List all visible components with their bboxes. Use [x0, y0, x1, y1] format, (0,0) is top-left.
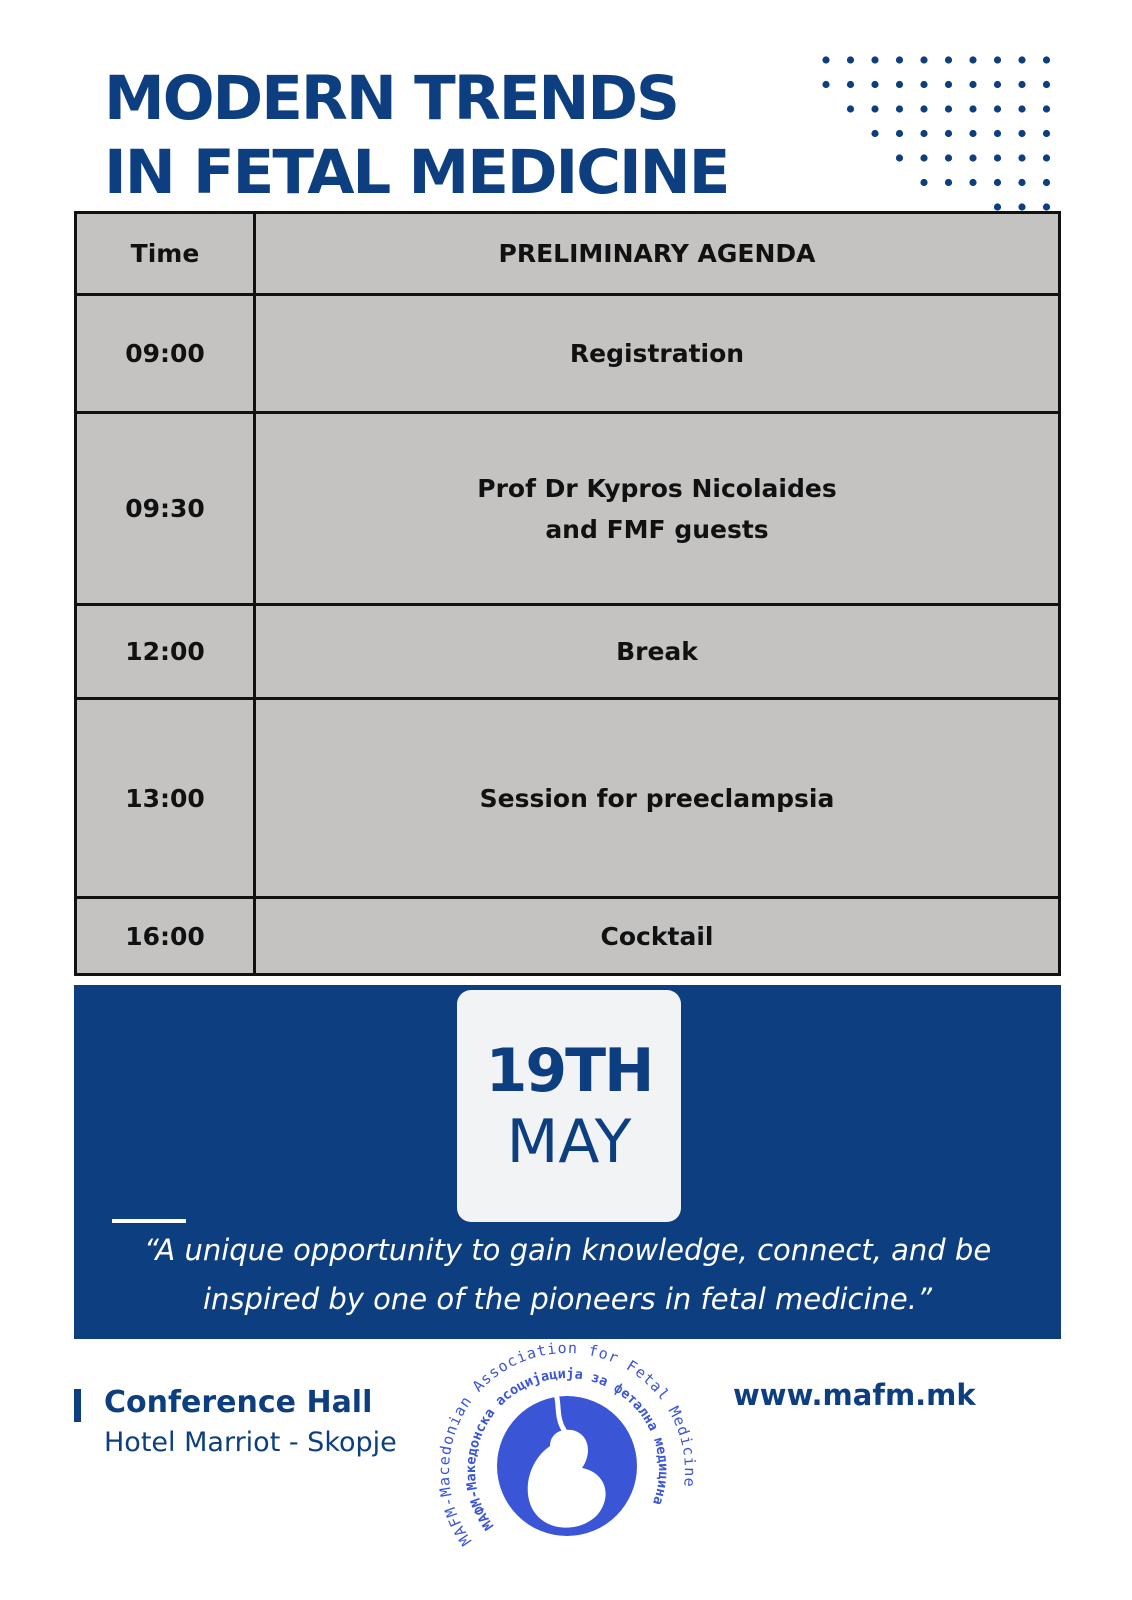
decorative-dot [994, 56, 1001, 63]
agenda-item-text: Prof Dr Kypros Nicolaides [477, 473, 837, 503]
decorative-dot [969, 179, 976, 186]
decorative-dot [847, 105, 854, 112]
decorative-dot [871, 105, 878, 112]
agenda-row [76, 699, 1060, 898]
decorative-dot [1043, 179, 1050, 186]
agenda-item-text: Break [616, 637, 698, 666]
decorative-dot [969, 81, 976, 88]
agenda-item [255, 699, 1060, 898]
agenda-table [74, 211, 1061, 976]
event-day: 19TH [485, 1036, 653, 1106]
agenda-item-text-line-2: and FMF guests [545, 514, 769, 544]
decorative-dot [896, 56, 903, 63]
agenda-time: 09:00 [76, 295, 255, 413]
page-title [104, 62, 728, 210]
decorative-dot [994, 203, 1001, 210]
decorative-dot [920, 154, 927, 161]
fetus-icon [497, 1388, 637, 1536]
decorative-dot [920, 81, 927, 88]
decorative-dot [847, 81, 854, 88]
website-link[interactable]: www.mafm.mk [733, 1378, 976, 1412]
time-column-header: Time [76, 213, 255, 295]
decorative-dot [871, 56, 878, 63]
decorative-dot [896, 81, 903, 88]
decorative-dot [945, 105, 952, 112]
agenda-item [255, 605, 1060, 699]
decorative-dot [994, 105, 1001, 112]
quote-divider [112, 1219, 186, 1223]
decorative-dot [994, 81, 1001, 88]
decorative-dot [896, 154, 903, 161]
decorative-dot [1043, 203, 1050, 210]
decorative-dot [969, 154, 976, 161]
decorative-dot [994, 154, 1001, 161]
agenda-item-text: Session for preeclampsia [479, 783, 835, 813]
agenda-row [76, 413, 1060, 605]
decorative-dot [945, 81, 952, 88]
agenda-time: 09:30 [76, 413, 255, 605]
decorative-dot [1043, 130, 1050, 137]
decorative-dot [1018, 179, 1025, 186]
agenda-item-text: Cocktail [600, 921, 714, 951]
decorative-dot [1018, 56, 1025, 63]
quote-line-2: inspired by one of the pioneers in fetal medicine.” [202, 1282, 933, 1316]
agenda-item [255, 295, 1060, 413]
event-month: MAY [506, 1107, 632, 1177]
decorative-dot [920, 105, 927, 112]
venue-accent-bar [74, 1389, 81, 1422]
agenda-time: 12:00 [76, 605, 255, 699]
decorative-dot [1018, 81, 1025, 88]
venue-title: Conference Hall [104, 1385, 373, 1420]
decorative-dot [896, 105, 903, 112]
decorative-dot [945, 56, 952, 63]
agenda-column-header: PRELIMINARY AGENDA [255, 213, 1060, 295]
decorative-dot [1018, 203, 1025, 210]
decorative-dot [871, 81, 878, 88]
decorative-dot [994, 130, 1001, 137]
logo-outer-text: MAFM-Macedonian Association for Fetal Medicine [434, 1338, 700, 1549]
decorative-dot [920, 56, 927, 63]
decorative-dot [1018, 130, 1025, 137]
agenda-item [255, 898, 1060, 975]
agenda-row [76, 898, 1060, 975]
agenda-header-row [76, 213, 1060, 295]
decorative-dot [969, 130, 976, 137]
agenda-item [255, 413, 1060, 605]
quote-line-1: “A unique opportunity to gain knowledge, connect, and be [143, 1233, 992, 1267]
decorative-dot [920, 130, 927, 137]
quote-text [74, 1226, 1061, 1324]
decorative-dot [1018, 154, 1025, 161]
decorative-dot [822, 56, 829, 63]
agenda-time: 16:00 [76, 898, 255, 975]
decorative-dot [1043, 56, 1050, 63]
decorative-dot [847, 56, 854, 63]
title-line-2: IN FETAL MEDICINE [104, 137, 729, 208]
decorative-dot [920, 179, 927, 186]
agenda-row [76, 295, 1060, 413]
decorative-dot [896, 130, 903, 137]
decorative-dot [945, 154, 952, 161]
mafm-logo [432, 1336, 702, 1586]
decorative-dot [969, 56, 976, 63]
date-card [457, 990, 681, 1222]
logo-inner-text: МАФМ-Македонска асоцијација за фетална медицина [462, 1365, 672, 1534]
decorative-dot [822, 81, 829, 88]
decorative-dot [945, 130, 952, 137]
title-line-1: MODERN TRENDS [104, 63, 678, 134]
decorative-dot [969, 105, 976, 112]
decorative-dot [1043, 81, 1050, 88]
agenda-item-text: Registration [569, 339, 745, 368]
decorative-dot [1043, 154, 1050, 161]
decorative-dot [1018, 105, 1025, 112]
venue-subtitle: Hotel Marriot - Skopje [104, 1427, 397, 1458]
decorative-dot [994, 179, 1001, 186]
decorative-dot [1043, 105, 1050, 112]
decorative-dot [871, 130, 878, 137]
agenda-row [76, 605, 1060, 699]
agenda-time: 13:00 [76, 699, 255, 898]
decorative-dot [945, 179, 952, 186]
